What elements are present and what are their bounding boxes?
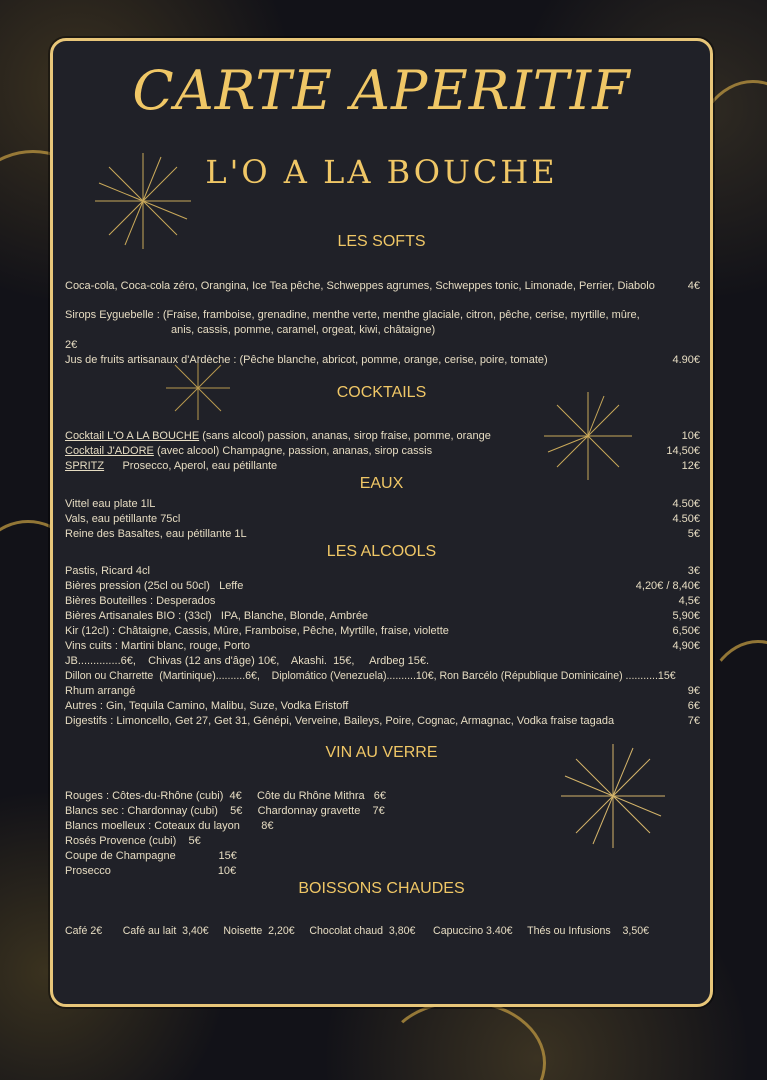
item-label: Vins cuits : Martini blanc, rouge, Porto [65,640,251,652]
menu-line [65,353,700,368]
menu-line [65,459,700,474]
menu-line [65,654,700,669]
menu-line [65,624,700,639]
menu-line [65,429,700,444]
item-price: 5€ [687,528,700,540]
item-price: 4.90€ [672,354,700,366]
item-label: Pastis, Ricard 4cl [65,565,150,577]
item-label: JB..............6€, Chivas (12 ans d'âge) 10€, Akashi. 15€, Ardbeg 15€. [65,655,430,667]
menu-title: CARTE APERITIF [132,59,631,122]
menu-line [65,579,700,594]
menu-line [65,338,700,353]
item-name: SPRITZ [65,460,105,472]
menu-line: Coupe de Champagne 15€ [65,850,237,862]
item-desc: (avec alcool) Champagne, passion, ananas, sirop cassis [153,445,433,457]
menu-line: Blancs moelleux : Coteaux du layon 8€ [65,820,274,832]
item-price: 6€ [687,700,700,712]
item-label-continued: anis, cassis, pomme, caramel, orgeat, kiwi, châtaigne) [171,324,436,336]
item-price: 4,20€ / 8,40€ [635,580,700,592]
section-heading-eaux: EAUX [359,475,404,492]
menu-line [65,714,700,729]
item-price: 5,90€ [672,610,700,622]
menu-line [65,444,700,459]
section-heading-softs: LES SOFTS [337,233,426,250]
item-label: Jus de fruits artisanaux d'Ardèche : (Pêche blanche, abricot, pomme, orange, cerise, poire, tomate) [65,354,548,366]
item-price: 12€ [681,460,700,472]
item-desc: Prosecco, Aperol, eau pétillante [104,460,278,472]
item-label: Dillon ou Charrette (Martinique)..........6€, Diplomático (Venezuela)..........10€, Ron Barcélo (République Dominicaine) ...........15€ [65,670,676,682]
menu-line [65,308,700,323]
item-label: Digestifs : Limoncello, Get 27, Get 31, Génépi, Verveine, Baileys, Poire, Cognac, Armagnac, Vodka fraise tagada [65,715,615,727]
menu-line [65,497,700,512]
menu-line [65,639,700,654]
menu-subtitle: L'O A LA BOUCHE [205,153,558,191]
menu-line: Rosés Provence (cubi) 5€ [65,835,201,847]
item-label: Rhum arrangé [65,685,136,697]
menu-line [65,684,700,699]
section-heading-alcools: LES ALCOOLS [326,543,437,560]
menu-line: Blancs sec : Chardonnay (cubi) 5€ Chardonnay gravette 7€ [65,805,385,817]
item-label: Bières Artisanales BIO : (33cl) IPA, Blanche, Blonde, Ambrée [65,610,369,622]
item-price: 7€ [687,715,700,727]
item-price: 10€ [681,430,700,442]
menu-line [65,527,700,542]
item-price: 14,50€ [666,445,700,457]
item-name: Cocktail J'ADORE [65,445,154,457]
item-desc: (sans alcool) passion, ananas, sirop fraise, pomme, orange [199,430,491,442]
item-name: Cocktail L'O A LA BOUCHE [65,430,200,442]
menu-line [65,699,700,714]
item-label: Bières Bouteilles : Desperados [65,595,216,607]
menu-line [65,279,700,294]
item-price: 4,90€ [672,640,700,652]
section-heading-cocktails: COCKTAILS [336,384,427,401]
menu-line [65,512,700,527]
item-label: Reine des Basaltes, eau pétillante 1L [65,528,247,540]
item-label: Coca-cola, Coca-cola zéro, Orangina, Ice Tea pêche, Schweppes agrumes, Schweppes tonic, Limonade, Perrier, Diabolo [65,280,655,292]
menu-line [65,669,700,684]
menu-line [65,609,700,624]
item-price: 4.50€ [672,513,700,525]
menu-line: Rouges : Côtes-du-Rhône (cubi) 4€ Côte du Rhône Mithra 6€ [65,790,387,802]
section-heading-chaudes: BOISSONS CHAUDES [298,880,465,897]
item-label: Autres : Gin, Tequila Camino, Malibu, Suze, Vodka Eristoff [65,700,349,712]
item-price: 6,50€ [672,625,700,637]
item-price: 4€ [687,280,700,292]
menu-card [50,38,713,1007]
item-label: Bières pression (25cl ou 50cl) Leffe [65,580,244,592]
menu-line: Prosecco 10€ [65,865,237,877]
menu-line [65,323,700,338]
item-price: 4,5€ [678,595,700,607]
menu-line [65,594,700,609]
item-price: 2€ [65,339,78,351]
item-price: 9€ [687,685,700,697]
section-heading-vin: VIN AU VERRE [325,744,438,761]
item-price: 3€ [687,565,700,577]
ribbon-decor [380,1000,546,1080]
menu-line [65,564,700,579]
item-label: Kir (12cl) : Châtaigne, Cassis, Mûre, Framboise, Pêche, Myrtille, fraise, violette [65,625,449,637]
item-label: Sirops Eyguebelle : (Fraise, framboise, grenadine, menthe verte, menthe glaciale, citron, pêche, cerise, myrtille, mûre, [65,309,640,321]
item-label: Vittel eau plate 1lL [65,498,156,510]
item-price: 4.50€ [672,498,700,510]
item-label: Vals, eau pétillante 75cl [65,513,181,525]
menu-line: Café 2€ Café au lait 3,40€ Noisette 2,20€ Chocolat chaud 3,80€ Capuccino 3.40€ Thés ou Infusions 3,50€ [65,925,650,937]
